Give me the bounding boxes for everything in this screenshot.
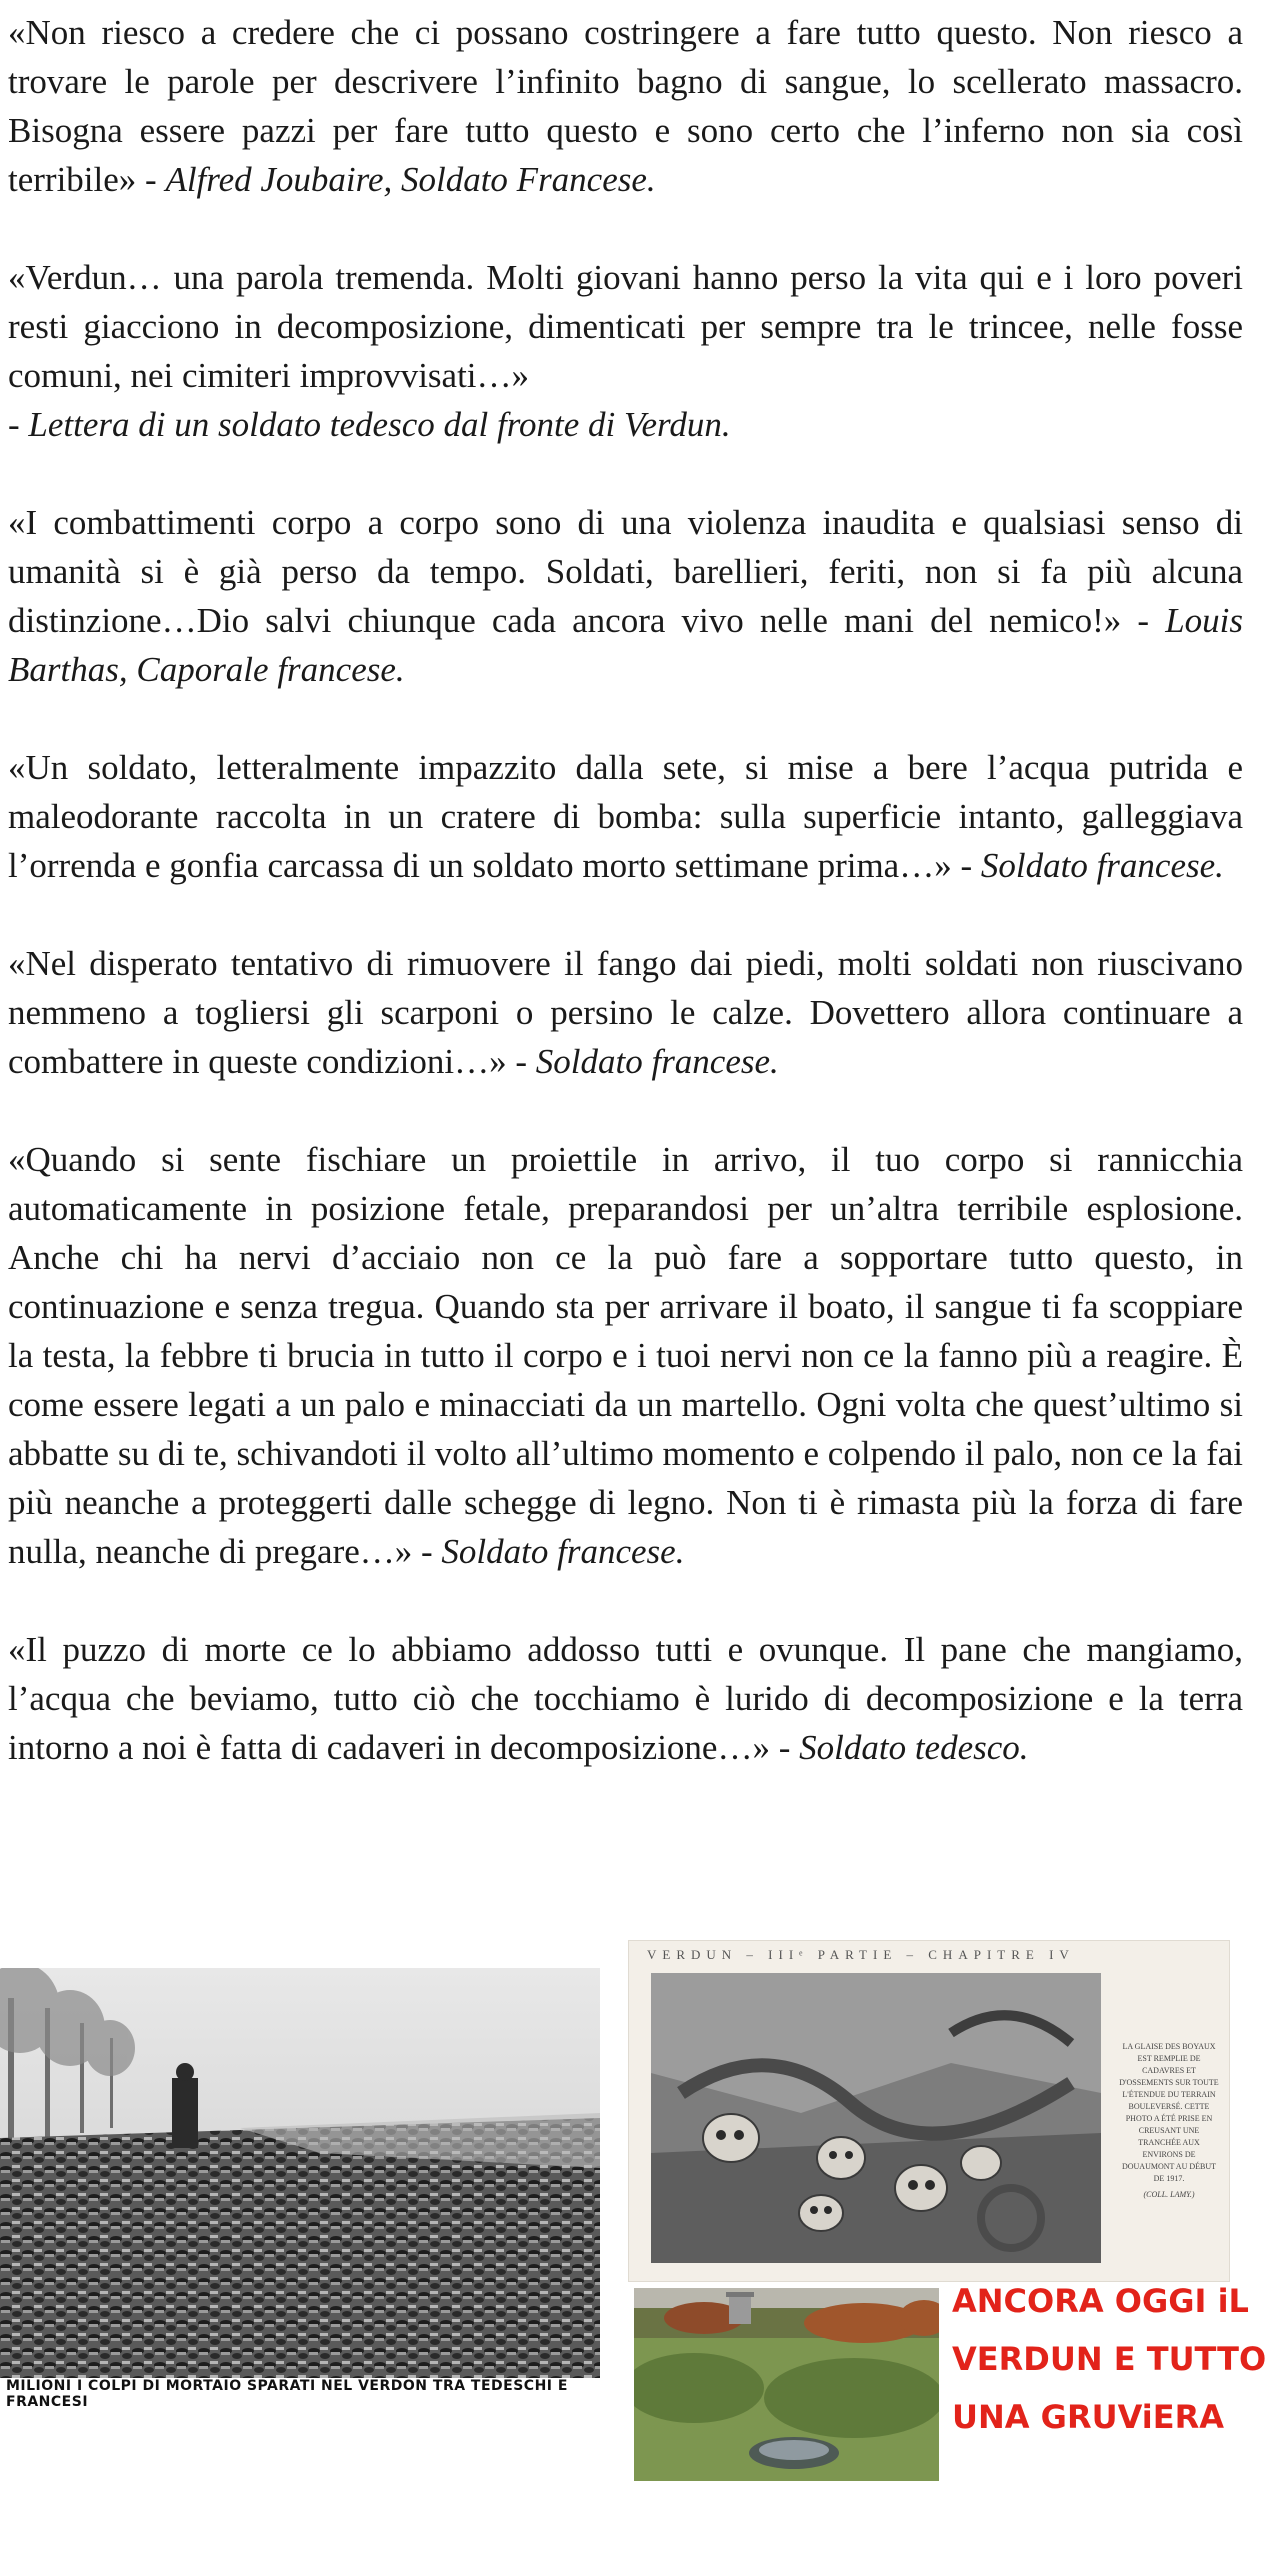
document-caption-text: LA GLAISE DES BOYAUX EST REMPLIE DE CADAVRES ET D'OSSEMENTS SUR TOUTE L'ÉTENDUE DU TERRAIN BOULEVERSÉ. CETTE PHOTO A ÉTÉ PRISE EN CREUSANT UNE TRANCHÉE AUX ENVIRONS DE DOUAUMONT AU DÉBUT DE 1917. xyxy=(1119,2042,1219,2183)
quote-attribution: Alfred Joubaire, Soldato Francese. xyxy=(165,160,656,199)
annotation-line-3: UNA GRUViERA xyxy=(952,2398,1224,2436)
landscape-photo xyxy=(634,2288,939,2481)
annotation-line-1: ANCORA OGGI iL xyxy=(952,2282,1249,2320)
skulls-photo xyxy=(651,1973,1101,2263)
quote-joubaire xyxy=(8,8,1243,204)
quote-attribution: Soldato tedesco. xyxy=(799,1728,1029,1767)
quote-attribution: Louis Barthas, Caporale francese. xyxy=(8,601,1243,689)
crater-landscape-image xyxy=(634,2288,939,2481)
document-page-figure xyxy=(628,1940,1230,2282)
quote-text: «Il puzzo di morte ce lo abbiamo addosso tutti e ovunque. Il pane che mangiamo, l’acqua che beviamo, tutto ciò che tocchiamo è lurido di decomposizione e la terra intorno a noi è fatta di cadaveri in decomposizione…» - xyxy=(8,1630,1243,1767)
quote-barthas xyxy=(8,498,1243,694)
red-annotation xyxy=(952,2272,1272,2446)
quote-text: «Un soldato, letteralmente impazzito dalla sete, si mise a bere l’acqua putrida e maleodorante raccolta in un cratere di bomba: sulla superficie intanto, galleggiava l’orrenda e gonfia carcassa di un soldato morto settimane prima…» - xyxy=(8,748,1243,885)
quote-text: «Nel disperato tentativo di rimuovere il fango dai piedi, molti soldati non riuscivano nemmeno a togliersi gli scarponi o persino le calze. Dovettero allora continuare a combattere in queste condizioni…» - xyxy=(8,944,1243,1081)
quote-text: «Verdun… una parola tremenda. Molti giovani hanno perso la vita qui e i loro poveri resti giacciono in decomposizione, dimenticati per sempre tra le trincee, nelle fosse comuni, nei cimiteri improvvisati…» xyxy=(8,258,1243,395)
shells-caption: MILIONI I COLPI DI MORTAIO SPARATI NEL VERDON TRA TEDESCHI E FRANCESI xyxy=(6,2378,568,2410)
quote-attribution: - Lettera di un soldato tedesco dal fronte di Verdun. xyxy=(8,405,731,444)
quote-attribution: Soldato francese. xyxy=(535,1042,779,1081)
quote-mud xyxy=(8,939,1243,1086)
document-credit: (COLL. LAMY.) xyxy=(1143,2190,1195,2199)
quote-text: «Quando si sente fischiare un proiettile in arrivo, il tuo corpo si rannicchia automaticamente in posizione fetale, preparandosi per un’altra terribile esplosione. Anche chi ha nervi d’acciaio non ce la può fare a sopportare tutto questo, in continuazione e senza tregua. Quando sta per arrivare il boato, il sangue ti fa scoppiare la testa, la febbre ti brucia in tutto il corpo e i tuoi nervi non ce la fanno più a reagire. È come essere legati a un palo e minacciati da un martello. Ogni volta che quest’ultimo si abbatte su di te, schivandoti il volto all’ultimo momento e colpendo il palo, non ce la fai più neanche a proteggerti dalle schegge di legno. Non ti è rimasta più la forza di fare nulla, neanche di pregare…» - xyxy=(8,1140,1243,1571)
quote-attribution: Soldato francese. xyxy=(441,1532,685,1571)
quote-german-letter xyxy=(8,253,1243,449)
quote-text: «I combattimenti corpo a corpo sono di una violenza inaudita e qualsiasi senso di umanità si è già perso da tempo. Soldati, barellieri, feriti, non si fa più alcuna distinzione…Dio salvi chiunque cada ancora vivo nelle mani del nemico!» - xyxy=(8,503,1243,640)
annotation-line-2: VERDUN E TUTTO xyxy=(952,2340,1267,2378)
document-header: VERDUN – IIIᵉ PARTIE – CHAPITRE IV xyxy=(647,1947,1075,1962)
quote-thirst xyxy=(8,743,1243,890)
document-caption xyxy=(1119,2041,1219,2201)
quote-attribution: Soldato francese. xyxy=(980,846,1224,885)
quotes-section xyxy=(8,8,1243,1772)
shell-casings-photo xyxy=(0,1968,600,2378)
quote-stench xyxy=(8,1625,1243,1772)
shell-casings-image xyxy=(0,1968,600,2378)
skulls-image xyxy=(651,1973,1101,2263)
quote-shelling xyxy=(8,1135,1243,1576)
quote-text: «Non riesco a credere che ci possano costringere a fare tutto questo. Non riesco a trovare le parole per descrivere l’infinito bagno di sangue, lo scellerato massacro. Bisogna essere pazzi per fare tutto questo e sono certo che l’inferno non sia così terribile» - xyxy=(8,13,1243,199)
